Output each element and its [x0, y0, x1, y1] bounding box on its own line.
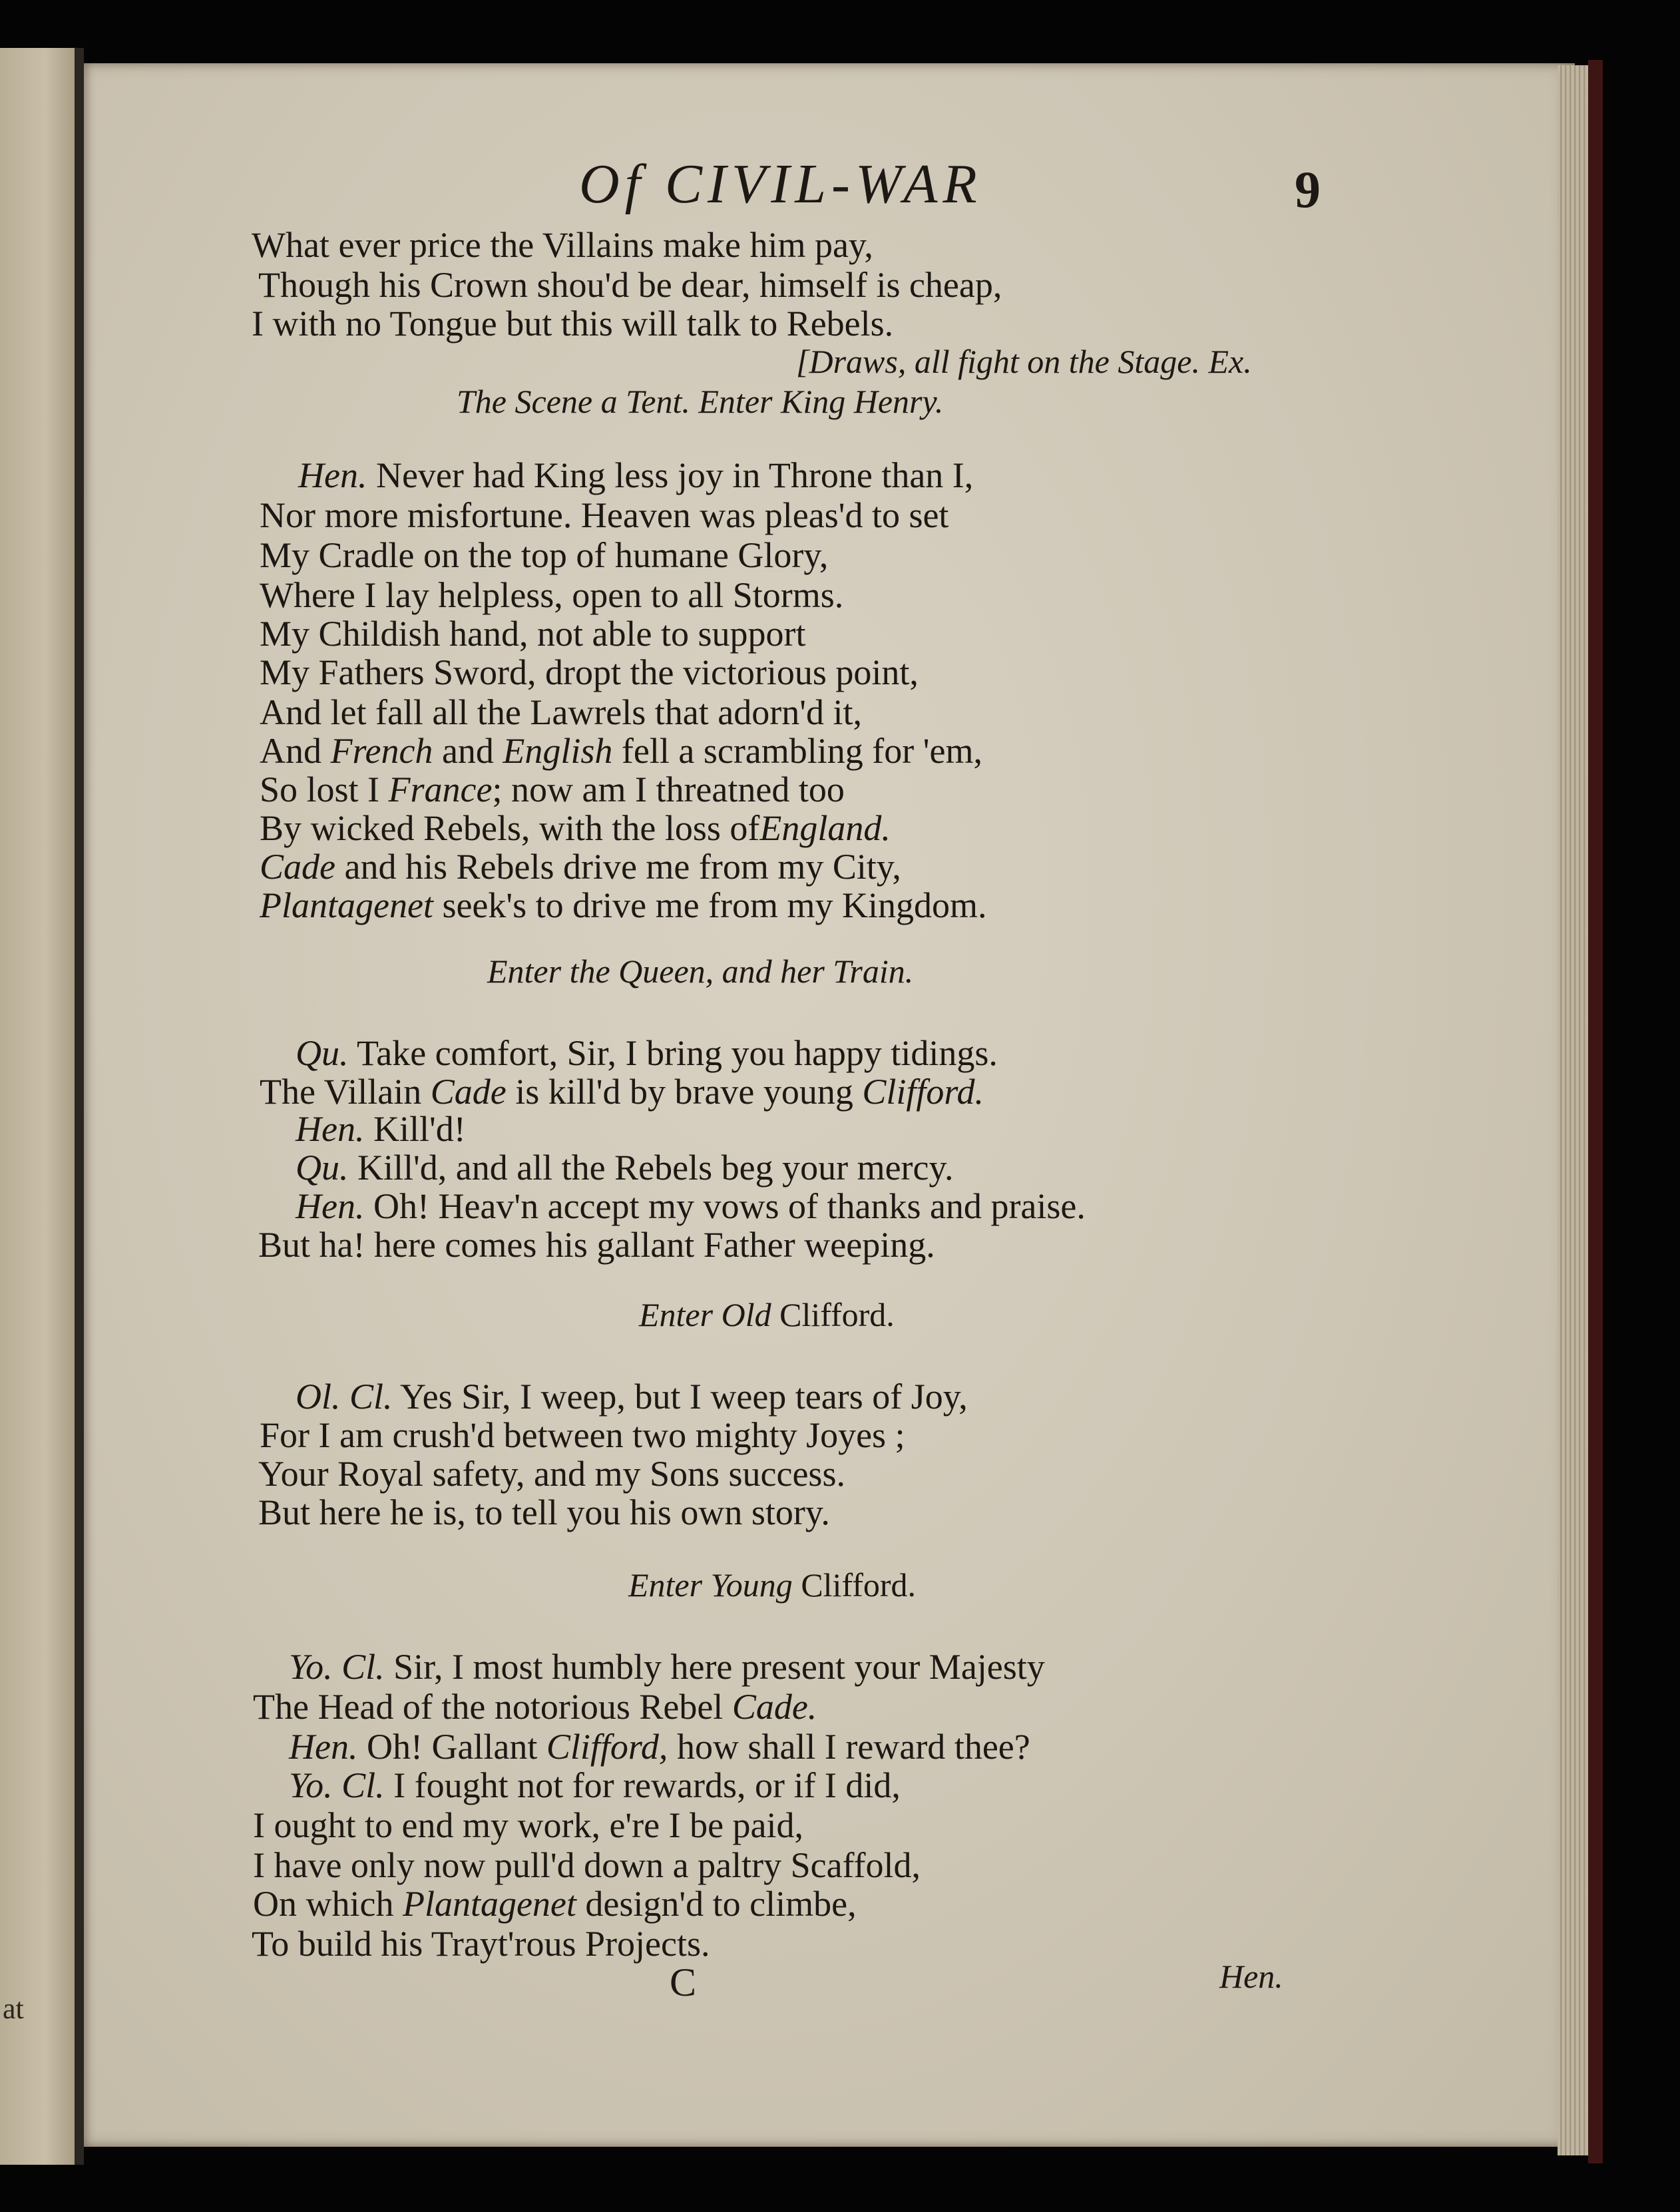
- stage-direction: [Draws, all fight on the Stage. Ex.: [796, 343, 1252, 380]
- verse-line: But here he is, to tell you his own story.: [258, 1492, 830, 1532]
- proper-name: England.: [759, 808, 891, 848]
- page-edges: [1558, 65, 1588, 2155]
- speech-text: Never had King less joy in Throne than I,: [375, 455, 974, 495]
- catchword: Hen.: [1219, 1958, 1283, 1995]
- proper-name: Clifford.: [862, 1072, 984, 1112]
- proper-name: English: [503, 731, 613, 771]
- verse-line: What ever price the Villains make him pay,: [252, 225, 873, 265]
- text-run: fell a scrambling for 'em,: [621, 731, 982, 771]
- speech-text: Sir, I most humbly here present your Majesty: [393, 1647, 1045, 1687]
- text-run: Enter Old: [639, 1296, 771, 1333]
- verse-line: For I am crush'd between two mighty Joyes ;: [260, 1415, 905, 1455]
- text-run: On which: [253, 1884, 394, 1924]
- speaker-label: Hen.: [296, 1186, 365, 1226]
- verse-line: I with no Tongue but this will talk to Rebels.: [252, 304, 894, 343]
- proper-name: Plantagenet: [260, 885, 433, 925]
- speech-text: Kill'd, and all the Rebels beg your mercy.: [357, 1148, 954, 1188]
- verse-line: [260, 847, 901, 887]
- stage-direction: [639, 1295, 895, 1334]
- verse-line: My Childish hand, not able to support: [260, 614, 806, 654]
- text-run: and: [441, 731, 494, 771]
- verse-line: [260, 731, 982, 771]
- speech-line: [296, 1109, 466, 1149]
- text-run: ; now am I threatned too: [492, 770, 845, 809]
- verse-line: I ought to end my work, e're I be paid,: [253, 1805, 804, 1845]
- proper-name: France: [388, 770, 493, 809]
- text-run: And: [260, 731, 321, 771]
- signature-mark: C: [670, 1960, 697, 2004]
- gutter: [75, 48, 84, 2165]
- speech-text: Take comfort, Sir, I bring you happy tidings.: [357, 1033, 998, 1073]
- stage-direction: Enter the Queen, and her Train.: [487, 953, 914, 990]
- text-run: By wicked Rebels, with the loss of: [260, 808, 760, 848]
- proper-name: Cade: [430, 1072, 507, 1112]
- speaker-label: Hen.: [289, 1727, 358, 1767]
- verse-line: [253, 1687, 817, 1727]
- verse-line: Where I lay helpless, open to all Storms.: [260, 575, 844, 615]
- character-name: Clifford.: [801, 1566, 916, 1604]
- verse-line: Your Royal safety, and my Sons success.: [258, 1454, 845, 1494]
- proper-name: Plantagenet: [402, 1884, 576, 1924]
- speech-text: thee?: [954, 1727, 1030, 1767]
- verse-line: Nor more misfortune. Heaven was pleas'd to set: [260, 495, 949, 535]
- scene-heading: The Scene a Tent. Enter King Henry.: [457, 383, 944, 420]
- text-run: design'd to climbe,: [585, 1884, 857, 1924]
- verse-line: [260, 808, 891, 848]
- speaker-label: Hen.: [296, 1109, 365, 1149]
- speech-line: [296, 1377, 968, 1417]
- verse-line: But ha! here comes his gallant Father weeping.: [258, 1225, 935, 1265]
- proper-name: Clifford,: [546, 1727, 668, 1767]
- text-run: The Villain: [260, 1072, 422, 1112]
- verse-line: And let fall all the Lawrels that adorn'd it,: [260, 692, 862, 732]
- speech-text: I fought not for rewards, or if I did,: [393, 1765, 901, 1805]
- verse-line: To build his Trayt'rous Projects.: [252, 1924, 710, 1964]
- speech-line: [289, 1647, 1045, 1687]
- speech-text: Oh! Heav'n accept my vows of thanks and: [373, 1186, 982, 1226]
- speech-line: [296, 1148, 953, 1188]
- verse-line: My Fathers Sword, dropt the victorious point,: [260, 652, 919, 692]
- stage-direction: [628, 1566, 916, 1604]
- speech-line: [298, 455, 973, 495]
- speech-line: [296, 1033, 998, 1073]
- speaker-label: Yo. Cl.: [289, 1765, 385, 1805]
- facing-page-fragment: at: [3, 1992, 24, 2025]
- book-cover: [1588, 60, 1603, 2163]
- speaker-label: Qu.: [296, 1033, 349, 1073]
- text-run: Enter Young: [628, 1566, 793, 1604]
- speech-text: Kill'd!: [373, 1109, 466, 1149]
- speaker-label: Qu.: [296, 1148, 349, 1188]
- speech-text: Oh! Gallant: [366, 1727, 538, 1767]
- verse-line: [253, 1884, 857, 1924]
- text-run: So lost I: [260, 770, 380, 809]
- speech-line: [289, 1727, 1030, 1767]
- text-run: is kill'd by brave young: [515, 1072, 853, 1112]
- speech-line: [289, 1765, 901, 1805]
- text-run: seek's to drive me from my Kingdom.: [442, 885, 987, 925]
- character-name: Clifford.: [779, 1296, 895, 1333]
- text-run: and his Rebels drive me from my City,: [344, 847, 901, 887]
- verse-line: [260, 885, 987, 925]
- facing-page-edge: [0, 48, 75, 2165]
- text-run: The Head of the notorious Rebel: [253, 1687, 724, 1727]
- speech-line: [296, 1186, 1086, 1226]
- speaker-label: Yo. Cl.: [289, 1647, 385, 1687]
- proper-name: French: [330, 731, 433, 771]
- verse-line: [260, 770, 845, 809]
- page-number: 9: [1295, 160, 1321, 218]
- speech-text: how shall I reward: [676, 1727, 946, 1767]
- speaker-label: Hen.: [298, 455, 367, 495]
- speaker-label: Ol. Cl.: [296, 1377, 393, 1417]
- speech-text: praise.: [990, 1186, 1086, 1226]
- verse-line: [260, 1072, 984, 1112]
- proper-name: Cade.: [732, 1687, 817, 1727]
- verse-line: Though his Crown shou'd be dear, himself is cheap,: [258, 265, 1002, 305]
- running-title: Of CIVIL-WAR: [579, 153, 982, 215]
- verse-line: I have only now pull'd down a paltry Scaffold,: [253, 1845, 921, 1885]
- verse-line: My Cradle on the top of humane Glory,: [260, 535, 829, 575]
- proper-name: Cade: [260, 847, 335, 887]
- speech-text: Yes Sir, I weep, but I weep tears of Joy,: [400, 1377, 968, 1417]
